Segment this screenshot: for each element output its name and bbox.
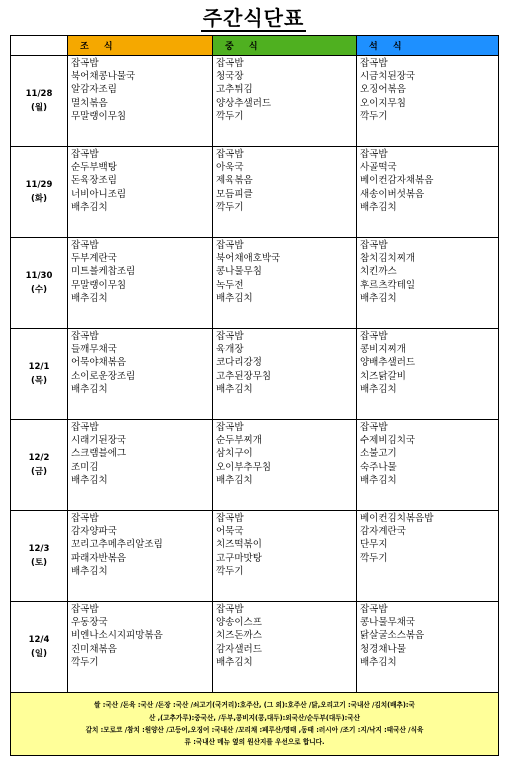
menu-item: 콩나물무채국 [360, 617, 416, 629]
menu-item: 깍두기 [216, 565, 244, 577]
day-of-week: (토) [31, 558, 47, 568]
menu-item: 배추김치 [360, 383, 397, 395]
origin-note-line: 쌀 :국산 /돈육 :국산 /돈장 :국산 /쇠고기(국거리):호주산, (그 외):호주산 /닭,오리고기 :국내산 /김치(배추):국 [94, 701, 415, 710]
menu-item: 녹두전 [216, 279, 244, 291]
header-lunch: 중 식 [213, 36, 357, 56]
day-cell [11, 602, 68, 693]
day-cell [11, 147, 68, 238]
menu-item: 배추김치 [216, 292, 253, 304]
day-of-week: (수) [31, 285, 47, 295]
header-row [11, 36, 499, 56]
menu-item: 양상추샐러드 [216, 97, 272, 109]
dinner-cell [357, 511, 499, 602]
menu-item: 깍두기 [360, 110, 388, 122]
menu-item: 배추김치 [216, 383, 253, 395]
day-cell [11, 511, 68, 602]
menu-item: 배추김치 [360, 656, 397, 668]
origin-note [11, 693, 499, 756]
menu-item: 우동장국 [71, 617, 108, 629]
menu-item: 잡곡밥 [360, 149, 388, 160]
menu-item: 배추김치 [216, 474, 253, 486]
dinner-cell [357, 602, 499, 693]
menu-item: 아욱국 [216, 162, 244, 174]
menu-item: 배추김치 [216, 656, 253, 668]
breakfast-cell [68, 238, 213, 329]
menu-item: 새송이버섯볶음 [360, 188, 425, 200]
breakfast-cell [68, 329, 213, 420]
menu-item: 시래기된장국 [71, 435, 127, 447]
day-row [11, 329, 499, 420]
origin-note-line: 류 :국내산 메뉴 옆의 원산지를 우선으로 합니다. [184, 738, 325, 747]
day-cell [11, 56, 68, 147]
menu-item: 잡곡밥 [360, 422, 388, 433]
menu-item: 잡곡밥 [71, 513, 99, 524]
dinner-cell [357, 329, 499, 420]
menu-item: 단무지 [360, 539, 388, 551]
menu-item: 참치김치찌개 [360, 253, 416, 265]
header-blank [11, 36, 68, 56]
day-of-week: (목) [31, 376, 47, 386]
menu-item: 미트볼케찹조림 [71, 266, 136, 278]
day-row [11, 238, 499, 329]
menu-item: 배추김치 [360, 292, 397, 304]
breakfast-cell [68, 511, 213, 602]
day-of-week: (금) [31, 467, 47, 477]
page-title: 주간식단표 [202, 6, 305, 30]
dinner-cell [357, 56, 499, 147]
menu-item: 잡곡밥 [360, 331, 388, 342]
menu-item: 깍두기 [71, 656, 99, 668]
dinner-cell [357, 420, 499, 511]
breakfast-cell [68, 147, 213, 238]
dinner-cell [357, 238, 499, 329]
menu-item: 깍두기 [216, 110, 244, 122]
day-date: 12/3 [28, 544, 50, 554]
menu-item: 너비아니조림 [71, 188, 127, 200]
lunch-cell [213, 511, 357, 602]
menu-item: 배추김치 [71, 383, 108, 395]
menu-item: 진미채볶음 [71, 643, 117, 655]
day-date: 11/30 [25, 271, 53, 281]
day-cell [11, 420, 68, 511]
menu-item: 배추김치 [71, 565, 108, 577]
menu-item: 오징어볶음 [360, 84, 406, 96]
menu-item: 소불고기 [360, 448, 397, 460]
breakfast-cell [68, 56, 213, 147]
menu-item: 배추김치 [71, 474, 108, 486]
menu-item: 청경채나물 [360, 643, 406, 655]
menu-item: 어묵야채볶음 [71, 357, 127, 369]
menu-item: 제육볶음 [216, 175, 253, 187]
menu-item: 배추김치 [71, 201, 108, 213]
menu-item: 배추김치 [360, 201, 397, 213]
menu-item: 수제비김치국 [360, 435, 416, 447]
menu-item: 배추김치 [71, 292, 108, 304]
menu-item: 숙주나물 [360, 461, 397, 473]
breakfast-cell [68, 602, 213, 693]
menu-item: 잡곡밥 [216, 604, 244, 615]
menu-item: 조미김 [71, 461, 99, 473]
menu-item: 무말랭이무침 [71, 279, 127, 291]
menu-item: 치즈닭갈비 [360, 370, 406, 382]
menu-item: 육개장 [216, 344, 244, 356]
menu-item: 고구마맛탕 [216, 552, 262, 564]
day-date: 12/2 [28, 453, 50, 463]
menu-item: 후르츠칵테일 [360, 279, 416, 291]
origin-note-line: 산 ,(고추가루):중국산, /두부,콩비지(콩,대두):외국산/순두부(대두):국산 [148, 713, 361, 722]
day-row [11, 602, 499, 693]
menu-item: 감자계란국 [360, 526, 406, 538]
day-row [11, 420, 499, 511]
menu-item: 멸치볶음 [71, 97, 108, 109]
menu-item: 비엔나소시지피망볶음 [71, 630, 163, 642]
menu-item: 청국장 [216, 71, 244, 83]
menu-item: 무말랭이무침 [71, 110, 127, 122]
origin-note-line: 갈치 :모로코 /참치 :원양산 /고등어,오징어 :국내산 /꼬리채 :페루산/명태 ,동태 :러시아 /조기 :지/낙지 :태국산 /식육 [85, 726, 424, 734]
menu-item: 베이컨김치볶음밥 [360, 513, 434, 524]
menu-item: 잡곡밥 [71, 240, 99, 251]
menu-item: 두부계란국 [71, 253, 117, 265]
breakfast-cell [68, 420, 213, 511]
menu-item: 삼치구이 [216, 448, 253, 460]
day-of-week: (일) [31, 649, 47, 659]
menu-item: 모듬피클 [216, 188, 253, 200]
day-of-week: (화) [31, 194, 47, 204]
day-date: 11/28 [25, 89, 53, 99]
menu-item: 스크램블에그 [71, 448, 127, 460]
menu-item: 잡곡밥 [216, 58, 244, 69]
menu-item: 고추된장무침 [216, 370, 272, 382]
lunch-cell [213, 420, 357, 511]
day-cell [11, 238, 68, 329]
menu-item: 잡곡밥 [216, 149, 244, 160]
menu-item: 순두부백탕 [71, 162, 117, 174]
menu-item: 오이부추무침 [216, 461, 272, 473]
menu-item: 파래자반볶음 [71, 552, 127, 564]
menu-item: 치즈돈까스 [216, 630, 262, 642]
menu-item: 잡곡밥 [216, 240, 244, 251]
lunch-cell [213, 56, 357, 147]
menu-item: 닭살굴소스볶음 [360, 630, 425, 642]
day-row [11, 147, 499, 238]
menu-item: 깍두기 [360, 552, 388, 564]
day-of-week: (월) [31, 103, 47, 113]
menu-item: 치즈떡볶이 [216, 539, 262, 551]
menu-table [10, 35, 499, 756]
day-date: 11/29 [25, 180, 53, 190]
day-date: 12/1 [28, 362, 50, 372]
menu-item: 시금치된장국 [360, 71, 416, 83]
menu-item: 잡곡밥 [71, 331, 99, 342]
menu-item: 오이지무침 [360, 97, 406, 109]
menu-item: 잡곡밥 [71, 58, 99, 69]
lunch-cell [213, 238, 357, 329]
menu-item: 감자양파국 [71, 526, 117, 538]
menu-item: 잡곡밥 [216, 513, 244, 524]
menu-item: 깍두기 [216, 201, 244, 213]
menu-item: 잡곡밥 [71, 149, 99, 160]
menu-item: 꼬리고추메추리알조림 [71, 539, 163, 551]
lunch-cell [213, 329, 357, 420]
menu-item: 잡곡밥 [360, 58, 388, 69]
day-row [11, 56, 499, 147]
header-dinner: 석 식 [357, 36, 499, 56]
menu-item: 양송이스프 [216, 617, 262, 629]
menu-item: 베이컨감자채볶음 [360, 175, 434, 187]
menu-item: 치킨까스 [360, 266, 397, 278]
menu-item: 잡곡밥 [360, 604, 388, 615]
menu-item: 알감자조림 [71, 84, 117, 96]
header-breakfast: 조 식 [68, 36, 213, 56]
menu-item: 콩비지찌개 [360, 344, 406, 356]
menu-item: 콩나물무침 [216, 266, 262, 278]
lunch-cell [213, 602, 357, 693]
menu-item: 잡곡밥 [71, 604, 99, 615]
menu-item: 양배추샐러드 [360, 357, 416, 369]
menu-item: 감자샐러드 [216, 643, 262, 655]
dinner-cell [357, 147, 499, 238]
day-row [11, 511, 499, 602]
menu-item: 어묵국 [216, 526, 244, 538]
menu-item: 잡곡밥 [71, 422, 99, 433]
menu-item: 북어채콩나물국 [71, 71, 136, 83]
menu-item: 사골떡국 [360, 162, 397, 174]
menu-item: 잡곡밥 [216, 331, 244, 342]
day-date: 12/4 [28, 635, 50, 645]
day-cell [11, 329, 68, 420]
menu-item: 돈육장조림 [71, 175, 117, 187]
menu-item: 순두부찌개 [216, 435, 262, 447]
menu-item: 북어채애호박국 [216, 253, 281, 265]
lunch-cell [213, 147, 357, 238]
menu-item: 들깨무채국 [71, 344, 117, 356]
menu-item: 배추김치 [360, 474, 397, 486]
menu-item: 코다리강정 [216, 357, 262, 369]
menu-item: 잡곡밥 [360, 240, 388, 251]
menu-item: 잡곡밥 [216, 422, 244, 433]
menu-item: 소이로운장조림 [71, 370, 136, 382]
menu-item: 고추튀김 [216, 84, 253, 96]
